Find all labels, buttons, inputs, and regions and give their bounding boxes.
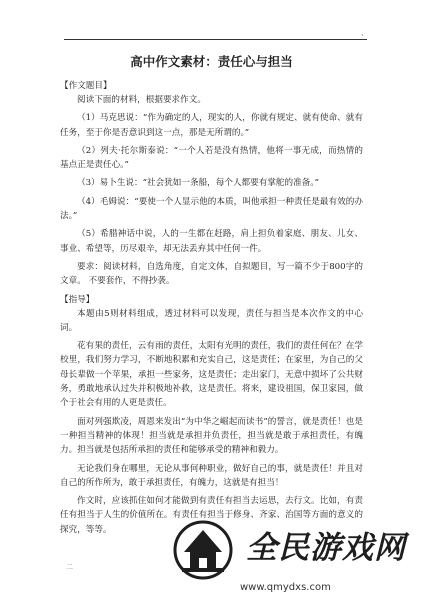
- quote-marx: （1）马克思说：“作为确定的人，现实的人，你就有规定、就有使命、就有任务，至于你是否意识到这一点，那是无所谓的。”: [60, 113, 363, 138]
- guide-paragraph-2: 花有果的责任，云有雨的责任，太阳有光明的责任，我们的责任何在？在学校里，我们努力学习，不断地积累和充实自己，这是责任；在家里，为自己的父母长辈做一个苹果，承担一些家务，这是责任；走出家门，无意中损坏了公共财务，勇敢地承认过失并积极地补救，这是责任。将来，建设祖国，保卫家园，做个于社会有用的人更是责任。: [60, 341, 363, 409]
- intro-paragraph: 阅读下面的材料，根据要求作文。: [77, 95, 206, 105]
- guide-paragraph-5: 作文时，应该抓住如何才能做到有责任有担当去运思，去行文。比如，有责任有担当于人生的价值所在。有责任有担当于修身、齐家、治国等方面的意义的探究，等等。: [60, 496, 363, 535]
- page-title: 高中作文素材：责任心与担当: [130, 54, 293, 69]
- quote-greek-myth: （5）希腊神话中说，人的一生都在赶路，肩上担负着家庭、朋友、儿女、事业、希望等，历尽艰辛，却无法丢弃其中任何一件。: [60, 229, 363, 254]
- watermark-logo-icon: [170, 516, 236, 582]
- guide-paragraph-1: 本题由5则材料组成，透过材料可以发现，责任与担当是本次作文的中心词。: [60, 308, 363, 333]
- quote-tolstoy: （2）列夫·托尔斯泰说：“一个人若是没有热情，他将一事无成，而热情的基点正是责任心。”: [60, 145, 363, 171]
- section-heading-guide: 【指导】: [60, 294, 95, 305]
- watermark-url: www.qmydxs.com: [240, 582, 331, 593]
- guide-paragraph-4: 无论我们身在哪里，无论从事何种职业，做好自己的事，就是责任！并且对自己的所作所为，敢于承担责任，有魄力，这就是有担当！: [60, 463, 363, 488]
- corner-mark: 、: [361, 29, 368, 37]
- quote-maugham: （4）毛姆说：“要使一个人显示他的本质，叫他承担一种责任是最有效的办法。”: [60, 196, 363, 222]
- quote-ibsen: （3）易卜生说：“社会犹如一条船，每个人都要有掌舵的准备。”: [77, 178, 319, 189]
- requirement-paragraph: 要求：阅读材料，自选角度，自定文体，自拟题目，写一篇不少于800字的文章。 不要套作，不得抄袭。: [60, 261, 363, 287]
- header-rule: [64, 39, 367, 40]
- watermark-brand: 全民游戏网: [246, 530, 406, 566]
- document-body: [60, 52, 363, 541]
- guide-paragraph-3: 面对列强欺凌，周恩来发出“为中华之崛起而读书”的誓言，就是责任！也是一种担当精神的体现！担当就是承担并负责任，担当就是敢于承担责任，有魄力。担当就是包括所承担的责任和能够承受的精神和毅力。: [60, 416, 363, 456]
- watermark: [170, 516, 415, 598]
- section-heading-prompt: 【作文题目】: [60, 81, 112, 91]
- page-mark: 二: [66, 563, 73, 571]
